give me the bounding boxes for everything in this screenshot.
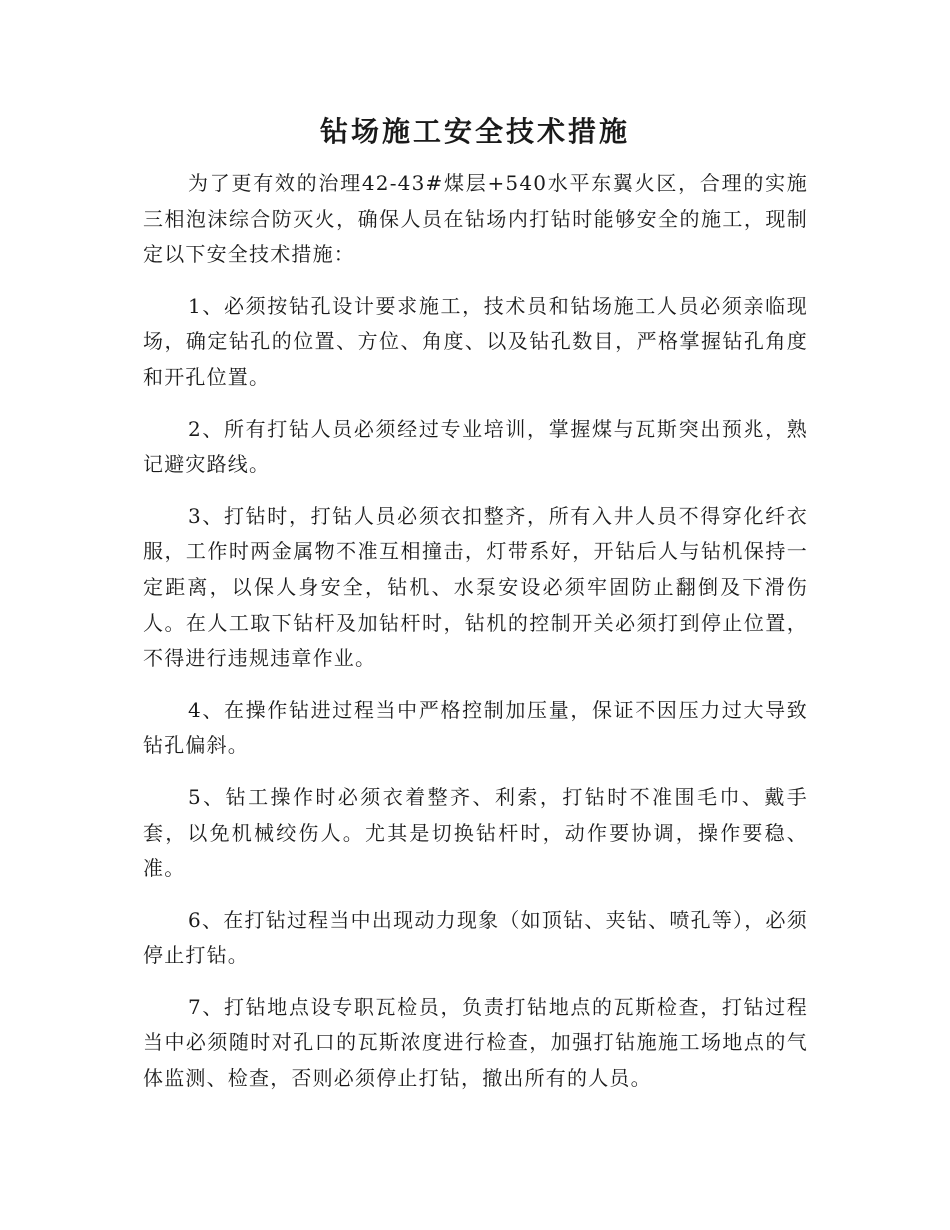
measure-item-3: 3、打钻时，打钻人员必须衣扣整齐，所有入井人员不得穿化纤衣服，工作时两金属物不准互相撞击，灯带系好，开钻后人与钻机保持一定距离，以保人身安全，钻机、水泵安设必须牢固防止翻倒及下滑伤人。在人工取下钻杆及加钻杆时，钻机的控制开关必须打到停止位置，不得进行违规违章作业。 [143,503,808,671]
measure-item-4: 4、在操作钻进过程当中严格控制加压量，保证不因压力过大导致钻孔偏斜。 [143,697,808,758]
measure-item-6: 6、在打钻过程当中出现动力现象（如顶钻、夹钻、喷孔等），必须停止打钻。 [143,907,808,968]
measure-item-2: 2、所有打钻人员必须经过专业培训，掌握煤与瓦斯突出预兆，熟记避灾路线。 [143,416,808,477]
document-title: 钻场施工安全技术措施 [319,115,630,148]
measure-item-5: 5、钻工操作时必须衣着整齐、利索，打钻时不准围毛巾、戴手套，以免机械绞伤人。尤其是切换钻杆时，动作要协调，操作要稳、准。 [143,784,808,881]
intro-paragraph: 为了更有效的治理42-43#煤层+540水平东翼火区，合理的实施三相泡沫综合防灭火，确保人员在钻场内打钻时能够安全的施工，现制定以下安全技术措施： [143,171,808,267]
document-body [143,166,808,1113]
measure-item-1: 1、必须按钻孔设计要求施工，技术员和钻场施工人员必须亲临现场，确定钻孔的位置、方位、角度、以及钻孔数目，严格掌握钻孔角度和开孔位置。 [143,293,808,389]
measure-item-7: 7、打钻地点设专职瓦检员，负责打钻地点的瓦斯检查，打钻过程当中必须随时对孔口的瓦斯浓度进行检查，加强打钻施施工场地点的气体监测、检查，否则必须停止打钻，撤出所有的人员。 [143,994,808,1091]
